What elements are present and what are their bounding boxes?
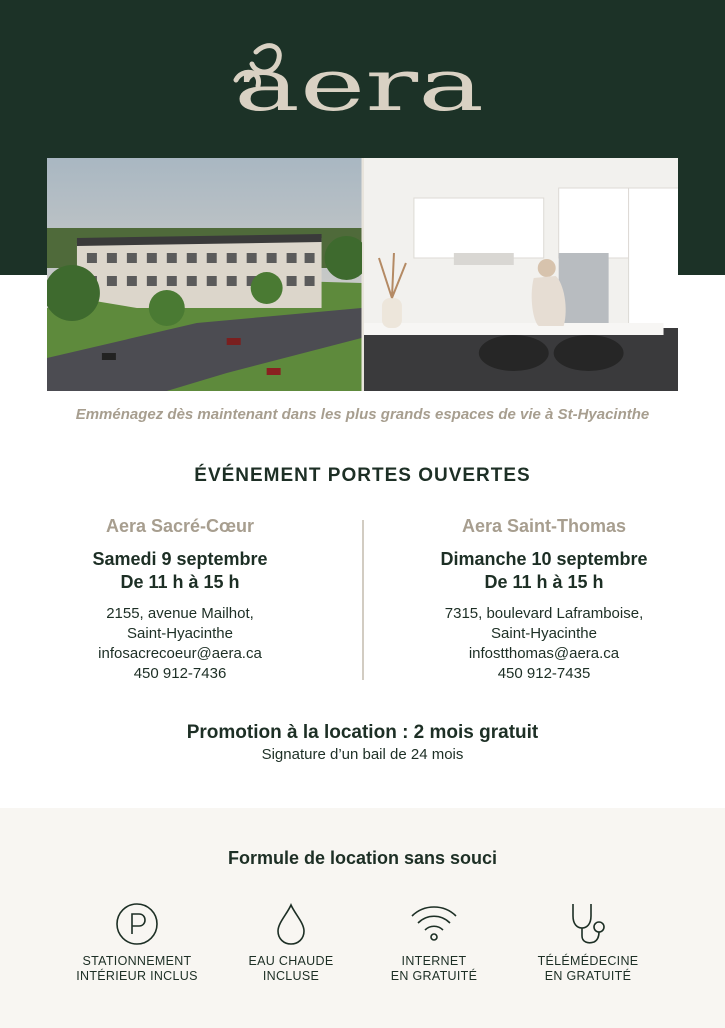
svg-text:aera: aera — [234, 43, 484, 120]
feature-telemedicine — [513, 900, 663, 984]
location-hours: De 11 h à 15 h — [484, 572, 604, 592]
location-saint-thomas — [394, 516, 694, 684]
tagline: Emménagez dès maintenant dans les plus grands espaces de vie à St-Hyacinthe — [75, 406, 650, 423]
location-name: Aera Saint-Thomas — [461, 516, 627, 536]
feature-label: EAU CHAUDE INCLUSE — [248, 954, 334, 983]
location-city: Saint-Hyacinthe — [127, 625, 233, 642]
building-exterior-photo — [47, 158, 362, 391]
location-day: Samedi 9 septembre — [92, 549, 268, 569]
feature-internet — [359, 900, 509, 984]
kitchen-interior-photo — [364, 158, 679, 391]
location-address: 2155, avenue Mailhot, — [106, 605, 254, 622]
feature-hot-water — [216, 900, 366, 984]
wifi-icon — [410, 900, 458, 948]
feature-label: INTERNET EN GRATUITÉ — [390, 954, 478, 983]
location-sacre-coeur — [30, 516, 330, 684]
promo-title: Promotion à la location : 2 mois gratuit — [186, 722, 539, 743]
event-title: ÉVÉNEMENT PORTES OUVERTES — [194, 465, 531, 486]
feature-label: STATIONNEMENT INTÉRIEUR INCLUS — [76, 954, 198, 983]
aera-logo — [228, 40, 498, 120]
location-hours: De 11 h à 15 h — [120, 572, 240, 592]
photo-strip — [47, 158, 678, 391]
location-day: Dimanche 10 septembre — [440, 549, 648, 569]
location-phone-link[interactable]: 450 912-7435 — [497, 665, 591, 682]
column-divider — [362, 520, 364, 680]
parking-icon — [113, 900, 161, 948]
location-email-link[interactable]: infosacrecoeur@aera.ca — [98, 645, 262, 662]
stethoscope-icon — [564, 900, 612, 948]
location-phone-link[interactable]: 450 912-7436 — [133, 665, 227, 682]
water-drop-icon — [267, 900, 315, 948]
feature-parking — [62, 900, 212, 984]
location-city: Saint-Hyacinthe — [491, 625, 597, 642]
location-name: Aera Sacré-Cœur — [105, 516, 255, 536]
location-email-link[interactable]: infostthomas@aera.ca — [468, 645, 620, 662]
promo-subtitle: Signature d’un bail de 24 mois — [261, 746, 464, 763]
feature-label: TÉLÉMÉDECINE EN GRATUITÉ — [537, 954, 639, 983]
formula-title: Formule de location sans souci — [227, 848, 498, 868]
location-address: 7315, boulevard Laframboise, — [444, 605, 644, 622]
